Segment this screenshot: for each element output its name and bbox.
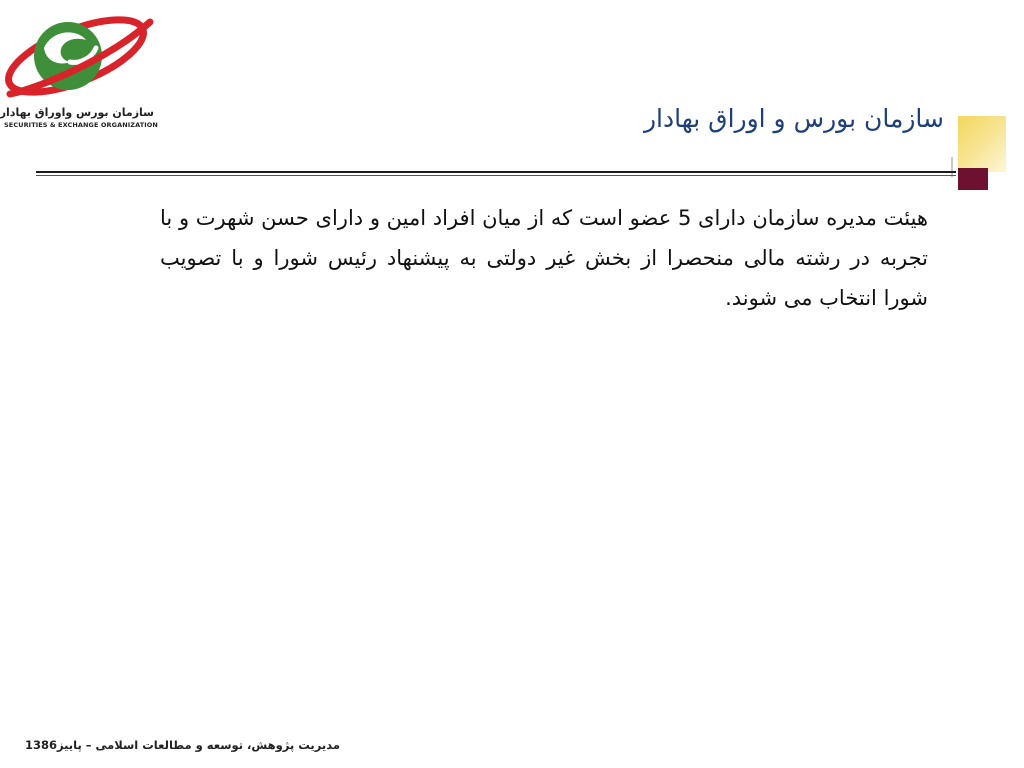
slide-title: سازمان بورس و اوراق بهادار xyxy=(643,104,944,133)
header-divider-thin xyxy=(36,175,956,176)
logo-emblem-icon xyxy=(0,8,160,108)
logo-name-english: SECURITIES & EXCHANGE ORGANIZATION xyxy=(4,121,158,129)
slide-footer: مدیریت پژوهش، توسعه و مطالعات اسلامی – پاییز1386 xyxy=(24,738,340,752)
organization-logo xyxy=(0,8,160,128)
slide-body-paragraph: هیئت مدیره سازمان دارای 5 عضو است که از میان افراد امین و دارای حسن شهرت و با تجربه در رشته مالی منحصرا از بخش غیر دولتی به پیشنهاد رئیس شورا و با تصویب شورا انتخاب می شوند. xyxy=(160,206,929,310)
decor-yellow-square xyxy=(958,116,1006,172)
decor-maroon-square xyxy=(958,168,988,190)
decor-gray-tick xyxy=(951,157,953,177)
logo-name-persian: سازمان بورس واوراق بهادار xyxy=(0,106,154,119)
header-divider xyxy=(36,171,956,173)
